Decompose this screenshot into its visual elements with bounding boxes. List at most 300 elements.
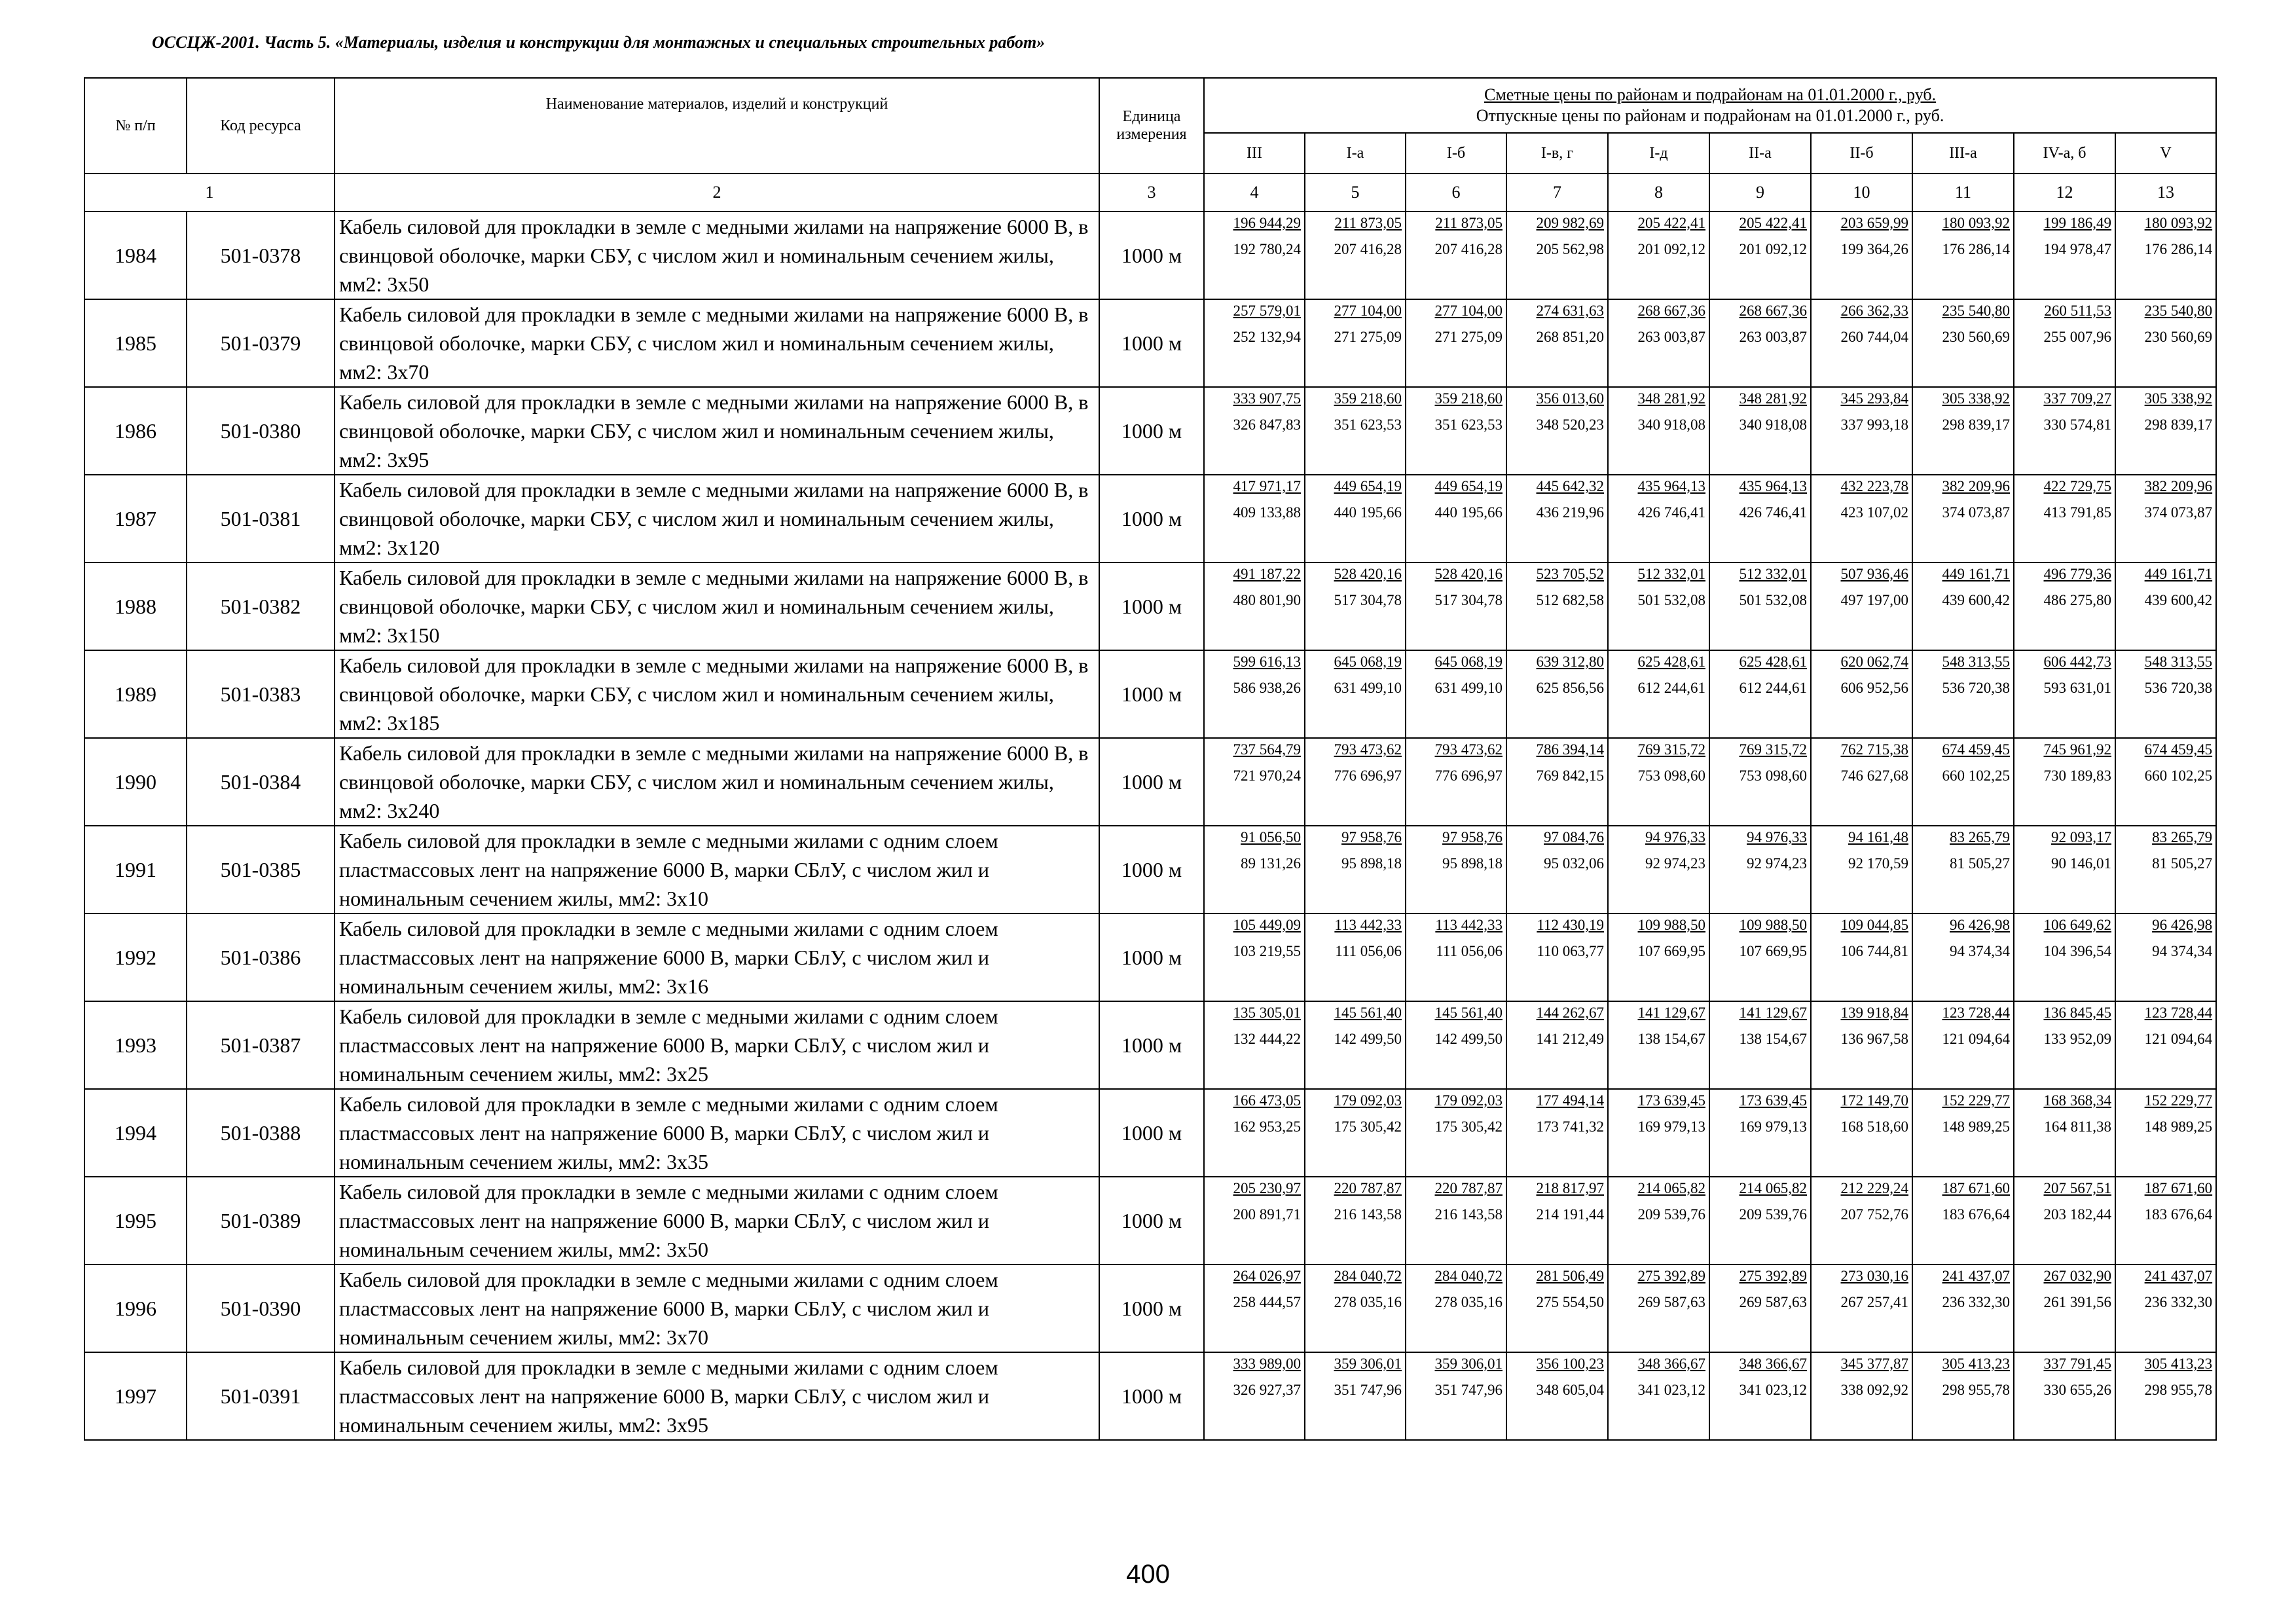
estimate-price: 432 223,78	[1840, 478, 1908, 494]
estimate-price: 496 779,36	[2043, 566, 2111, 582]
release-price: 340 918,08	[1637, 416, 1705, 433]
price-cell	[1204, 475, 1305, 563]
release-price: 209 539,76	[1637, 1206, 1705, 1223]
table-row	[84, 1352, 2216, 1440]
estimate-price: 209 982,69	[1536, 215, 1604, 231]
price-cell	[2115, 563, 2216, 650]
region-header: IV-а, б	[2014, 133, 2115, 174]
price-cell	[1305, 1001, 1406, 1089]
release-price: 203 182,44	[2043, 1206, 2111, 1223]
price-cell	[1406, 1089, 1506, 1177]
estimate-price: 639 312,80	[1536, 654, 1604, 670]
price-cell	[1709, 1264, 1811, 1352]
resource-code: 501-0383	[187, 650, 335, 738]
release-price: 121 094,64	[2144, 1031, 2213, 1047]
table-body	[84, 212, 2216, 1440]
estimate-price: 435 964,13	[1637, 478, 1705, 494]
release-price: 90 146,01	[2051, 855, 2111, 872]
release-price: 258 444,57	[1233, 1294, 1301, 1310]
release-price: 271 275,09	[1334, 329, 1402, 345]
resource-code: 501-0391	[187, 1352, 335, 1440]
header-num: № п/п	[84, 78, 187, 174]
release-price: 326 847,83	[1233, 416, 1301, 433]
estimate-price: 257 579,01	[1233, 303, 1301, 319]
unit-of-measure: 1000 м	[1099, 1001, 1204, 1089]
release-price: 173 741,32	[1536, 1118, 1604, 1135]
price-cell	[2115, 1352, 2216, 1440]
column-number: 5	[1305, 174, 1406, 212]
release-price: 269 587,63	[1637, 1294, 1705, 1310]
price-cell	[1506, 650, 1608, 738]
price-cell	[1204, 299, 1305, 387]
release-price: 142 499,50	[1434, 1031, 1503, 1047]
price-cell	[1406, 913, 1506, 1001]
price-cell	[2014, 212, 2115, 299]
release-price: 201 092,12	[1637, 241, 1705, 257]
price-cell	[1608, 738, 1709, 826]
estimate-price: 268 667,36	[1637, 303, 1705, 319]
material-name: Кабель силовой для прокладки в земле с медными жилами с одним слоем пластмассовых лент на напряжение 6000 В, марки СБлУ, с числом жил и номинальным сечением жилы, мм2: 3х95	[335, 1352, 1099, 1440]
price-cell	[1811, 563, 1912, 650]
price-cell	[1204, 738, 1305, 826]
estimate-price: 337 791,45	[2043, 1356, 2111, 1372]
estimate-price: 625 428,61	[1739, 654, 1807, 670]
price-cell	[1204, 1001, 1305, 1089]
price-cell	[1204, 913, 1305, 1001]
release-price: 148 989,25	[1942, 1118, 2010, 1135]
header-code: Код ресурса	[187, 78, 335, 174]
price-cell	[1204, 563, 1305, 650]
estimate-price: 305 338,92	[1942, 390, 2010, 407]
material-name: Кабель силовой для прокладки в земле с медными жилами на напряжение 6000 В, в свинцовой оболочке, марки СБУ, с числом жил и номинальным сечением жилы, мм2: 3х120	[335, 475, 1099, 563]
price-cell	[1204, 1264, 1305, 1352]
release-price: 255 007,96	[2043, 329, 2111, 345]
material-name: Кабель силовой для прокладки в земле с медными жилами на напряжение 6000 В, в свинцовой оболочке, марки СБУ, с числом жил и номинальным сечением жилы, мм2: 3х50	[335, 212, 1099, 299]
estimate-price: 220 787,87	[1334, 1180, 1402, 1196]
release-price: 374 073,87	[1942, 504, 2010, 521]
price-cell	[1406, 826, 1506, 913]
price-cell	[2014, 1001, 2115, 1089]
estimate-price: 356 013,60	[1536, 390, 1604, 407]
release-price: 338 092,92	[1840, 1382, 1908, 1398]
estimate-price: 305 413,23	[1942, 1356, 2010, 1372]
estimate-price: 187 671,60	[1942, 1180, 2010, 1196]
release-price: 348 520,23	[1536, 416, 1604, 433]
table-row	[84, 563, 2216, 650]
release-price: 776 696,97	[1334, 767, 1402, 784]
estimate-price: 548 313,55	[1942, 654, 2010, 670]
price-cell	[1811, 738, 1912, 826]
price-cell	[1811, 299, 1912, 387]
price-cell	[1709, 1352, 1811, 1440]
price-cell	[1608, 475, 1709, 563]
material-name: Кабель силовой для прокладки в земле с медными жилами с одним слоем пластмассовых лент на напряжение 6000 В, марки СБлУ, с числом жил и номинальным сечением жилы, мм2: 3х25	[335, 1001, 1099, 1089]
price-cell	[1506, 1264, 1608, 1352]
release-price: 631 499,10	[1434, 680, 1503, 696]
price-cell	[1305, 1089, 1406, 1177]
release-price: 107 669,95	[1637, 943, 1705, 959]
release-price: 136 967,58	[1840, 1031, 1908, 1047]
price-cell	[1406, 650, 1506, 738]
estimate-price: 123 728,44	[1942, 1005, 2010, 1021]
release-price: 480 801,90	[1233, 592, 1301, 608]
release-price: 298 839,17	[2144, 416, 2213, 433]
price-cell	[1912, 1001, 2014, 1089]
row-number: 1996	[84, 1264, 187, 1352]
release-price: 351 747,96	[1334, 1382, 1402, 1398]
release-price: 236 332,30	[1942, 1294, 2010, 1310]
price-cell	[1506, 475, 1608, 563]
release-price: 260 744,04	[1840, 329, 1908, 345]
price-cell	[1305, 1264, 1406, 1352]
release-price: 769 842,15	[1536, 767, 1604, 784]
price-cell	[2014, 738, 2115, 826]
release-price: 351 623,53	[1334, 416, 1402, 433]
price-cell	[1406, 475, 1506, 563]
price-cell	[1608, 563, 1709, 650]
estimate-price: 235 540,80	[2144, 303, 2213, 319]
price-cell	[2115, 299, 2216, 387]
release-price: 337 993,18	[1840, 416, 1908, 433]
estimate-price: 745 961,92	[2043, 741, 2111, 758]
release-price: 106 744,81	[1840, 943, 1908, 959]
release-price: 95 898,18	[1341, 855, 1402, 872]
price-cell	[2014, 1352, 2115, 1440]
estimate-price: 382 209,96	[1942, 478, 2010, 494]
price-cell	[2115, 387, 2216, 475]
material-name: Кабель силовой для прокладки в земле с медными жилами на напряжение 6000 В, в свинцовой оболочке, марки СБУ, с числом жил и номинальным сечением жилы, мм2: 3х185	[335, 650, 1099, 738]
price-cell	[1811, 1177, 1912, 1264]
release-price: 261 391,56	[2043, 1294, 2111, 1310]
estimate-price: 264 026,97	[1233, 1268, 1301, 1284]
release-price: 423 107,02	[1840, 504, 1908, 521]
estimate-price: 173 639,45	[1739, 1092, 1807, 1109]
release-price: 631 499,10	[1334, 680, 1402, 696]
release-price: 439 600,42	[1942, 592, 2010, 608]
release-price: 205 562,98	[1536, 241, 1604, 257]
price-cell	[1406, 387, 1506, 475]
estimate-price: 284 040,72	[1434, 1268, 1503, 1284]
table-row	[84, 387, 2216, 475]
price-cell	[1305, 1177, 1406, 1264]
price-cell	[2115, 913, 2216, 1001]
material-name: Кабель силовой для прокладки в земле с медными жилами на напряжение 6000 В, в свинцовой оболочке, марки СБУ, с числом жил и номинальным сечением жилы, мм2: 3х150	[335, 563, 1099, 650]
release-price: 194 978,47	[2043, 241, 2111, 257]
release-price: 330 655,26	[2043, 1382, 2111, 1398]
resource-code: 501-0385	[187, 826, 335, 913]
price-cell	[1709, 299, 1811, 387]
resource-code: 501-0389	[187, 1177, 335, 1264]
estimate-price: 106 649,62	[2043, 917, 2111, 933]
column-number: 1	[84, 174, 335, 212]
estimate-price: 359 306,01	[1334, 1356, 1402, 1372]
price-cell	[1406, 563, 1506, 650]
release-price: 192 780,24	[1233, 241, 1301, 257]
estimate-price: 548 313,55	[2144, 654, 2213, 670]
price-cell	[1709, 387, 1811, 475]
price-cell	[1912, 1089, 2014, 1177]
estimate-price: 177 494,14	[1536, 1092, 1604, 1109]
estimate-price: 512 332,01	[1739, 566, 1807, 582]
row-number: 1993	[84, 1001, 187, 1089]
estimate-price: 449 654,19	[1334, 478, 1402, 494]
price-cell	[1506, 1001, 1608, 1089]
price-cell	[1811, 475, 1912, 563]
release-price: 721 970,24	[1233, 767, 1301, 784]
estimate-price: 241 437,07	[2144, 1268, 2213, 1284]
price-cell	[1608, 1001, 1709, 1089]
release-price: 95 898,18	[1442, 855, 1503, 872]
price-cell	[1608, 826, 1709, 913]
table-row	[84, 1177, 2216, 1264]
resource-code: 501-0380	[187, 387, 335, 475]
unit-of-measure: 1000 м	[1099, 1089, 1204, 1177]
estimate-price: 645 068,19	[1434, 654, 1503, 670]
price-cell	[1406, 1177, 1506, 1264]
release-price: 216 143,58	[1434, 1206, 1503, 1223]
estimate-price: 94 976,33	[1645, 829, 1705, 845]
price-cell	[1912, 212, 2014, 299]
estimate-price: 205 422,41	[1739, 215, 1807, 231]
material-name: Кабель силовой для прокладки в земле с медными жилами с одним слоем пластмассовых лент на напряжение 6000 В, марки СБлУ, с числом жил и номинальным сечением жилы, мм2: 3х70	[335, 1264, 1099, 1352]
row-number: 1990	[84, 738, 187, 826]
column-number: 7	[1506, 174, 1608, 212]
estimate-price: 136 845,45	[2043, 1005, 2111, 1021]
table-row	[84, 1264, 2216, 1352]
estimate-price: 214 065,82	[1739, 1180, 1807, 1196]
release-price: 110 063,77	[1537, 943, 1604, 959]
release-price: 183 676,64	[2144, 1206, 2213, 1223]
estimate-price: 277 104,00	[1434, 303, 1503, 319]
unit-of-measure: 1000 м	[1099, 826, 1204, 913]
release-price: 209 539,76	[1739, 1206, 1807, 1223]
material-name: Кабель силовой для прокладки в земле с медными жилами на напряжение 6000 В, в свинцовой оболочке, марки СБУ, с числом жил и номинальным сечением жилы, мм2: 3х70	[335, 299, 1099, 387]
resource-code: 501-0388	[187, 1089, 335, 1177]
resource-code: 501-0384	[187, 738, 335, 826]
estimate-price: 207 567,51	[2043, 1180, 2111, 1196]
release-price: 268 851,20	[1536, 329, 1604, 345]
row-number: 1985	[84, 299, 187, 387]
estimate-price: 113 442,33	[1435, 917, 1503, 933]
column-number: 13	[2115, 174, 2216, 212]
estimate-price: 333 989,00	[1233, 1356, 1301, 1372]
price-cell	[1406, 212, 1506, 299]
estimate-price: 345 377,87	[1840, 1356, 1908, 1372]
column-number-row	[84, 174, 2216, 212]
price-cell	[1305, 738, 1406, 826]
table-row	[84, 299, 2216, 387]
row-number: 1997	[84, 1352, 187, 1440]
estimate-price: 348 366,67	[1637, 1356, 1705, 1372]
estimate-price: 212 229,24	[1840, 1180, 1908, 1196]
region-header: V	[2115, 133, 2216, 174]
price-cell	[1709, 738, 1811, 826]
estimate-price: 305 338,92	[2144, 390, 2213, 407]
estimate-price: 674 459,45	[1942, 741, 2010, 758]
row-number: 1986	[84, 387, 187, 475]
release-price: 92 170,59	[1848, 855, 1908, 872]
estimate-price: 96 426,98	[2152, 917, 2213, 933]
estimate-price: 674 459,45	[2144, 741, 2213, 758]
release-price: 426 746,41	[1739, 504, 1807, 521]
unit-of-measure: 1000 м	[1099, 212, 1204, 299]
price-cell	[1608, 1177, 1709, 1264]
release-price: 298 839,17	[1942, 416, 2010, 433]
release-price: 176 286,14	[1942, 241, 2010, 257]
price-cell	[2115, 650, 2216, 738]
release-price: 138 154,67	[1637, 1031, 1705, 1047]
region-header: I-б	[1406, 133, 1506, 174]
release-price: 660 102,25	[1942, 767, 2010, 784]
release-price: 351 747,96	[1434, 1382, 1503, 1398]
estimate-price: 135 305,01	[1233, 1005, 1301, 1021]
estimate-price: 92 093,17	[2051, 829, 2111, 845]
resource-code: 501-0381	[187, 475, 335, 563]
price-cell	[1608, 299, 1709, 387]
estimate-price: 266 362,33	[1840, 303, 1908, 319]
release-price: 121 094,64	[1942, 1031, 2010, 1047]
estimate-price: 793 473,62	[1334, 741, 1402, 758]
running-header: ОССЦЖ-2001. Часть 5. «Материалы, изделия и конструкции для монтажных и специальных строительных работ»	[152, 33, 1046, 52]
release-price: 298 955,78	[1942, 1382, 2010, 1398]
release-price: 440 195,66	[1434, 504, 1503, 521]
row-number: 1991	[84, 826, 187, 913]
price-cell	[2115, 475, 2216, 563]
material-name: Кабель силовой для прокладки в земле с медными жилами с одним слоем пластмассовых лент на напряжение 6000 В, марки СБлУ, с числом жил и номинальным сечением жилы, мм2: 3х35	[335, 1089, 1099, 1177]
region-header: I-а	[1305, 133, 1406, 174]
price-cell	[1305, 826, 1406, 913]
estimate-price: 445 642,32	[1536, 478, 1604, 494]
estimate-price: 83 265,79	[1950, 829, 2010, 845]
price-cell	[2115, 1001, 2216, 1089]
release-price: 517 304,78	[1434, 592, 1503, 608]
price-cell	[1811, 913, 1912, 1001]
price-cell	[1506, 913, 1608, 1001]
release-price: 746 627,68	[1840, 767, 1908, 784]
price-cell	[1608, 1264, 1709, 1352]
estimate-price: 793 473,62	[1434, 741, 1503, 758]
estimate-price: 145 561,40	[1334, 1005, 1402, 1021]
price-cell	[1811, 1264, 1912, 1352]
estimate-price: 145 561,40	[1434, 1005, 1503, 1021]
price-cell	[1709, 826, 1811, 913]
estimate-price: 769 315,72	[1637, 741, 1705, 758]
release-price: 214 191,44	[1536, 1206, 1604, 1223]
prices-estimate-title: Сметные цены по районам и подрайонам на 01.01.2000 г., руб.	[1484, 85, 1937, 104]
unit-of-measure: 1000 м	[1099, 1177, 1204, 1264]
price-cell	[1912, 387, 2014, 475]
price-cell	[1506, 212, 1608, 299]
estimate-price: 359 218,60	[1434, 390, 1503, 407]
prices-release-title: Отпускные цены по районам и подрайонам на 01.01.2000 г., руб.	[1476, 106, 1944, 125]
price-cell	[1305, 650, 1406, 738]
release-price: 612 244,61	[1637, 680, 1705, 696]
price-cell	[2115, 826, 2216, 913]
estimate-price: 179 092,03	[1434, 1092, 1503, 1109]
price-cell	[1305, 475, 1406, 563]
price-cell	[1406, 1352, 1506, 1440]
estimate-price: 737 564,79	[1233, 741, 1301, 758]
price-cell	[1709, 1177, 1811, 1264]
release-price: 536 720,38	[2144, 680, 2213, 696]
price-cell	[2115, 1264, 2216, 1352]
estimate-price: 625 428,61	[1637, 654, 1705, 670]
price-cell	[1506, 299, 1608, 387]
estimate-price: 112 430,19	[1537, 917, 1604, 933]
estimate-price: 769 315,72	[1739, 741, 1807, 758]
material-name: Кабель силовой для прокладки в земле с медными жилами с одним слоем пластмассовых лент на напряжение 6000 В, марки СБлУ, с числом жил и номинальным сечением жилы, мм2: 3х16	[335, 913, 1099, 1001]
estimate-price: 275 392,89	[1637, 1268, 1705, 1284]
price-cell	[1204, 1177, 1305, 1264]
release-price: 92 974,23	[1747, 855, 1807, 872]
estimate-price: 97 958,76	[1442, 829, 1503, 845]
table-row	[84, 1001, 2216, 1089]
release-price: 175 305,42	[1434, 1118, 1503, 1135]
release-price: 753 098,60	[1637, 767, 1705, 784]
release-price: 625 856,56	[1536, 680, 1604, 696]
price-cell	[1305, 387, 1406, 475]
estimate-price: 168 368,34	[2043, 1092, 2111, 1109]
release-price: 216 143,58	[1334, 1206, 1402, 1223]
estimate-price: 606 442,73	[2043, 654, 2111, 670]
release-price: 330 574,81	[2043, 416, 2111, 433]
release-price: 207 416,28	[1434, 241, 1503, 257]
page-number: 400	[1126, 1560, 1170, 1589]
region-header: III	[1204, 133, 1305, 174]
price-cell	[1709, 563, 1811, 650]
price-cell	[1204, 1089, 1305, 1177]
estimate-price: 337 709,27	[2043, 390, 2111, 407]
header-unit: Единица измерения	[1099, 78, 1204, 174]
unit-of-measure: 1000 м	[1099, 738, 1204, 826]
estimate-price: 113 442,33	[1334, 917, 1402, 933]
row-number: 1992	[84, 913, 187, 1001]
row-number: 1984	[84, 212, 187, 299]
column-number: 8	[1608, 174, 1709, 212]
table-row	[84, 1089, 2216, 1177]
material-name: Кабель силовой для прокладки в земле с медными жилами на напряжение 6000 В, в свинцовой оболочке, марки СБУ, с числом жил и номинальным сечением жилы, мм2: 3х95	[335, 387, 1099, 475]
price-cell	[1912, 563, 2014, 650]
resource-code: 501-0387	[187, 1001, 335, 1089]
price-cell	[1608, 387, 1709, 475]
estimate-price: 172 149,70	[1840, 1092, 1908, 1109]
header-name: Наименование материалов, изделий и конструкций	[335, 78, 1099, 174]
estimate-price: 214 065,82	[1637, 1180, 1705, 1196]
price-cell	[1204, 1352, 1305, 1440]
release-price: 409 133,88	[1233, 504, 1301, 521]
release-price: 175 305,42	[1334, 1118, 1402, 1135]
row-number: 1994	[84, 1089, 187, 1177]
estimate-price: 97 084,76	[1544, 829, 1604, 845]
estimate-price: 274 631,63	[1536, 303, 1604, 319]
release-price: 439 600,42	[2144, 592, 2213, 608]
estimate-price: 144 262,67	[1536, 1005, 1604, 1021]
release-price: 138 154,67	[1739, 1031, 1807, 1047]
estimate-price: 382 209,96	[2144, 478, 2213, 494]
release-price: 776 696,97	[1434, 767, 1503, 784]
resource-code: 501-0379	[187, 299, 335, 387]
price-cell	[1912, 650, 2014, 738]
price-cell	[1406, 1264, 1506, 1352]
release-price: 278 035,16	[1434, 1294, 1503, 1310]
estimate-price: 180 093,92	[2144, 215, 2213, 231]
resource-code: 501-0378	[187, 212, 335, 299]
release-price: 111 056,06	[1436, 943, 1503, 959]
price-cell	[1305, 1352, 1406, 1440]
estimate-price: 141 129,67	[1739, 1005, 1807, 1021]
price-cell	[1811, 1089, 1912, 1177]
estimate-price: 187 671,60	[2144, 1180, 2213, 1196]
